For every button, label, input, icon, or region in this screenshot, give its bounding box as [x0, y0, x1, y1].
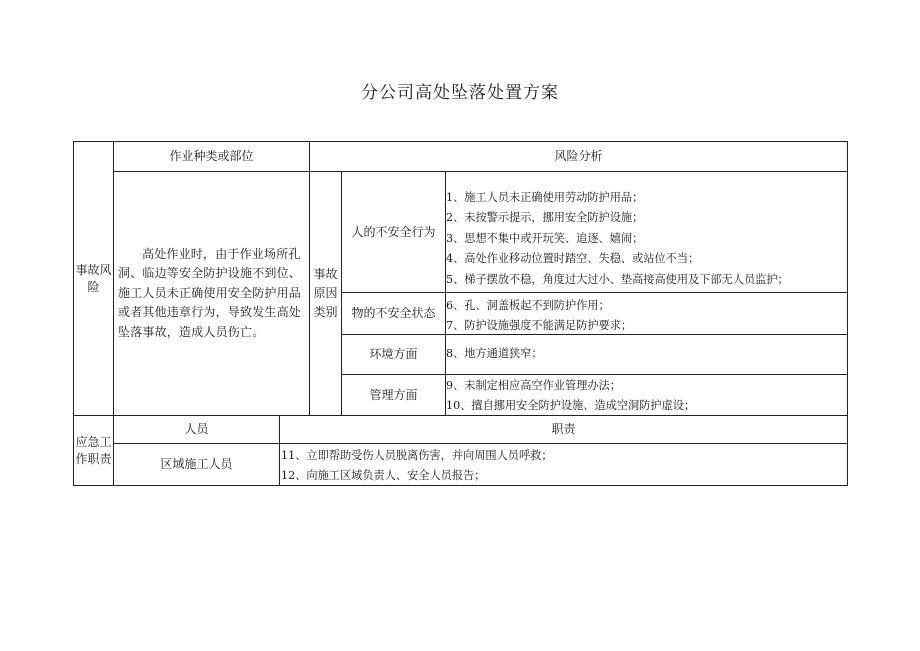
list-item: 10、擅自挪用安全防护设施、造成空洞防护虚设； [446, 399, 696, 413]
list-item: 4、高处作业移动位置时踏空、失稳、或站位不当； [446, 252, 700, 266]
work-type-header: 作业种类或部位 [169, 149, 254, 163]
personnel-name: 区域施工人员 [160, 457, 233, 471]
list-item: 12、向施工区域负责人、安全人员报告； [281, 469, 486, 483]
list-item: 8、地方通道狭窄； [446, 347, 543, 361]
list-item: 2、未按警示提示，挪用安全防护设施； [446, 211, 644, 225]
personnel-header: 人员 [184, 422, 209, 436]
work-description: 高处作业时，由于作业场所孔洞、临边等安全防护设施不到位、施工人员未正确使用安全防护用品或者其他违章行为，导致发生高处坠落事故，造成人员伤亡。 [118, 246, 302, 339]
category-items-list [446, 188, 847, 290]
list-item: 11、立即帮助受伤人员脱离伤害，并向周围人员呼救； [281, 449, 553, 462]
duties-list [281, 446, 847, 487]
list-item: 9、未制定相应高空作业管理办法； [446, 379, 621, 392]
category-object-unsafe-state: 物的不安全状态 [351, 306, 436, 320]
category-management: 管理方面 [369, 387, 418, 402]
category-items-list [446, 296, 847, 337]
category-human-unsafe-behavior: 人的不安全行为 [351, 224, 436, 239]
accident-risk-label: 事故风险 [75, 262, 112, 294]
list-item: 6、孔、洞盖板起不到防护作用； [446, 299, 610, 312]
page-title: 分公司高处坠落处置方案 [361, 83, 559, 103]
category-items-list [446, 335, 847, 374]
list-item: 3、思想不集中或开玩笑、追逐、嬉闹； [446, 231, 644, 245]
category-environment: 环境方面 [369, 347, 418, 361]
category-items-list [446, 376, 847, 417]
list-item: 1、施工人员未正确使用劳动防护用品； [446, 191, 644, 204]
risk-analysis-header: 风险分析 [554, 149, 603, 163]
emergency-duties-label: 应急工作职责 [75, 434, 112, 466]
duties-header: 职责 [551, 422, 576, 436]
cause-category-label: 事故原因类别 [313, 267, 338, 319]
list-item: 7、防护设施强度不能满足防护要求； [446, 319, 633, 333]
list-item: 5、梯子摆放不稳，角度过大过小、垫高接高使用及下部无人员监护； [446, 272, 789, 286]
